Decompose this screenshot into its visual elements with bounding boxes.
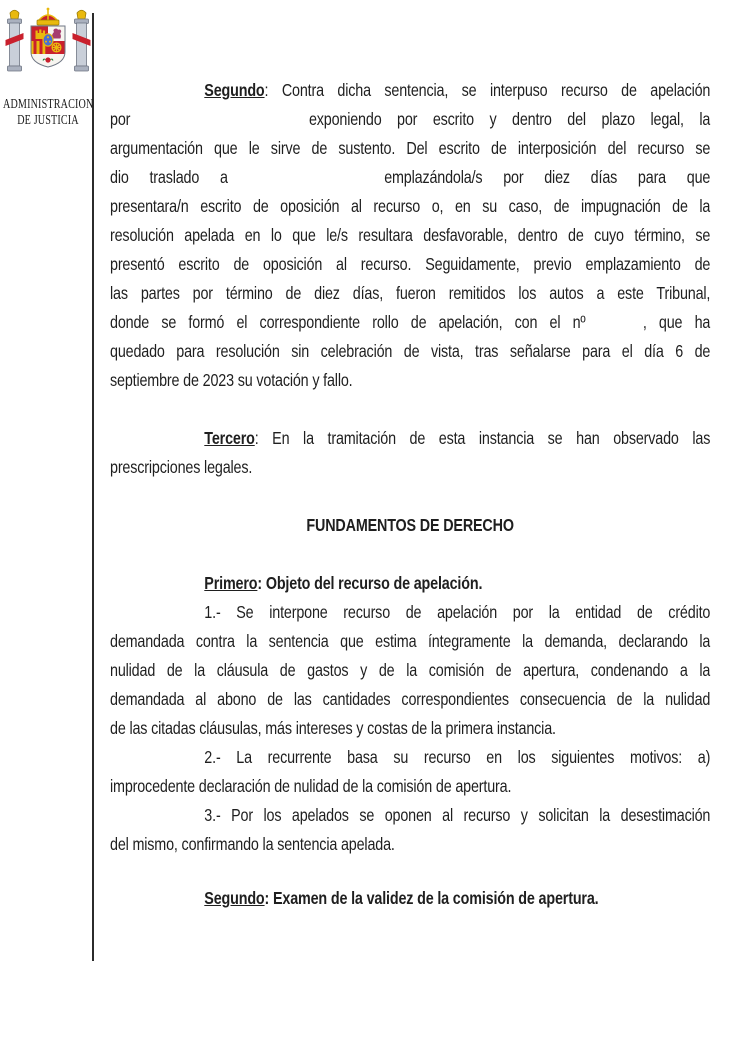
section-label-tercero: Tercero [204,428,255,448]
text-run: quedado para resolución sin celebración de vista, tras señalarse para el día 6 de [110,341,711,361]
text-run: : En la tramitación de esta instancia se han observado las [254,428,711,448]
text-run: del mismo, confirmando la sentencia apelada. [110,834,395,854]
para-segundo-line-5 [110,192,710,221]
text-run: prescripciones legales. [110,457,253,477]
emblem-caption-line2: DE JUSTICIA [17,111,79,127]
heading-text: : Objeto del recurso de apelación. [257,573,483,593]
para-3-line-2 [110,830,710,859]
para-2-line-1 [110,743,710,772]
redacted-party-name [249,181,364,183]
para-segundo-line-11 [110,366,710,395]
text-run: presentara/n escrito de oposición al recurso o, en su caso, de impugnación de la [110,196,711,216]
para-segundo-line-6 [110,221,710,250]
para-1-line-1 [110,598,710,627]
text-run: presentó escrito de oposición al recurso. Seguidamente, previo emplazamiento de [110,254,711,274]
para-segundo-line-1 [110,76,710,105]
document-body [110,76,710,913]
para-3-line-1 [110,801,710,830]
text-run: demandada contra la sentencia que estima íntegramente la demanda, declarando la [110,631,711,651]
text-run: demandada al abono de las cantidades correspondientes consecuencia de la nulidad [110,689,711,709]
text-run: 3.- Por los apelados se oponen al recurso y solicitan la desestimación [204,805,711,825]
para-tercero-line-1 [110,424,710,453]
para-segundo-line-8 [110,279,710,308]
para-tercero-line-2 [110,453,710,482]
text-run: donde se formó el correspondiente rollo de apelación, con el nº [110,312,586,332]
text-run: emplazándola/s por diez días para que [384,167,711,187]
para-2-line-2 [110,772,710,801]
para-1-line-5 [110,714,710,743]
redacted-appellant-name [146,123,294,125]
text-run: las partes por término de diez días, fueron remitidos los autos a este Tribunal, [110,283,711,303]
section-label-segundo: Segundo [204,80,265,100]
text-run: de las citadas cláusulas, más intereses y costas de la primera instancia. [110,718,556,738]
text-run: 1.- Se interpone recurso de apelación por la entidad de crédito [204,602,711,622]
para-1-line-3 [110,656,710,685]
para-1-line-2 [110,627,710,656]
text-run: 2.- La recurrente basa su recurso en los siguientes motivos: a) [204,747,711,767]
text-run: resolución apelada en lo que le/s resultara desfavorable, dentro de cuyo término, se [110,225,711,245]
text-run: , que ha [642,312,711,332]
para-segundo-line-9 [110,308,710,337]
para-segundo-line-10 [110,337,710,366]
heading-primero [110,569,710,598]
text-run: improcedente declaración de nulidad de la comisión de apertura. [110,776,512,796]
para-segundo-line-7 [110,250,710,279]
coat-of-arms [3,4,94,127]
emblem-caption [3,96,93,127]
margin-divider-rule [92,13,94,961]
section-label-primero: Primero [204,573,258,593]
section-label-segundo-fundamento: Segundo [204,888,265,908]
text-run: nulidad de la cláusula de gastos y de la comisión de apertura, condenando a la [110,660,711,680]
heading-segundo-fundamento [110,884,710,913]
text-run: exponiendo por escrito y dentro del plazo legal, la [308,109,711,129]
text-run: dio traslado a [110,167,228,187]
heading-text: : Examen de la validez de la comisión de apertura. [264,888,599,908]
para-1-line-4 [110,685,710,714]
para-segundo-line-3 [110,134,710,163]
text-run: : Contra dicha sentencia, se interpuso recurso de apelación [264,80,711,100]
redacted-roll-number [598,326,643,328]
para-segundo-line-4 [110,163,710,192]
emblem-caption-line1: ADMINISTRACION [3,96,94,111]
text-run: por [110,109,131,129]
heading-fundamentos-de-derecho: FUNDAMENTOS DE DERECHO [306,515,514,535]
para-segundo-line-2 [110,105,710,134]
coat-of-arms-spain-icon [5,4,91,90]
text-run: argumentación que le sirve de sustento. Del escrito de interposición del recurso se [110,138,711,158]
text-run: septiembre de 2023 su votación y fallo. [110,370,353,390]
